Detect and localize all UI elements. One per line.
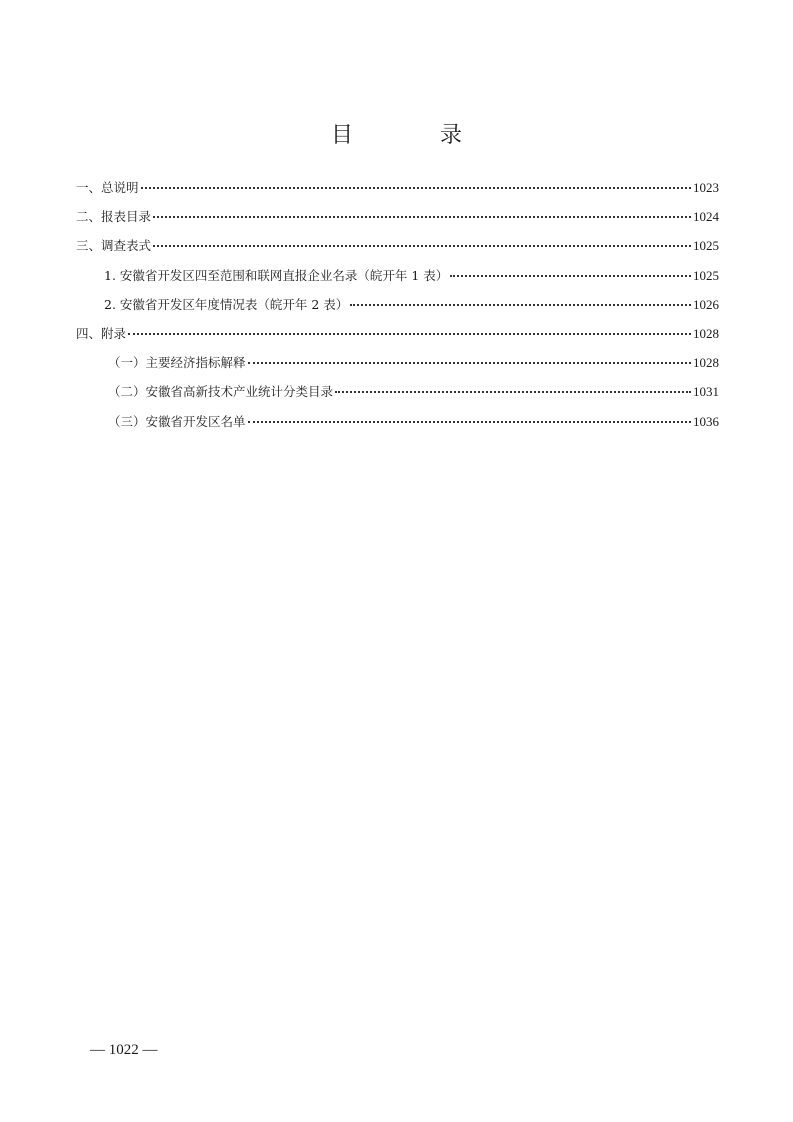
toc-entry-page: 1025 [693,267,719,283]
toc-entry-page: 1036 [693,413,719,429]
toc-entry-label: （三）安徽省开发区名单 [108,413,246,429]
dot-leader [128,333,691,335]
toc-subentry[interactable] [76,414,719,443]
toc-entry[interactable] [76,238,719,267]
toc-entry-label: 三、调查表式 [76,238,152,254]
dot-leader [248,362,691,364]
toc-entry-label: 1. 安徽省开发区四至范围和联网直报企业名录（皖开年 1 表） [104,267,449,283]
dot-leader [248,421,691,423]
toc-entry[interactable] [76,326,719,355]
dot-leader [153,216,691,218]
toc-subentry[interactable] [76,297,719,326]
toc-entry-page: 1024 [693,209,719,225]
toc-entry-label: （一）主要经济指标解释 [108,355,246,371]
toc-entry-page: 1028 [693,355,719,371]
toc-entry-label: 四、附录 [76,325,127,341]
toc-subentry[interactable] [76,355,719,384]
toc-entry-page: 1023 [693,180,719,195]
toc-entry-page: 1028 [693,325,719,341]
toc-entry[interactable] [76,209,719,238]
dot-leader [153,245,691,247]
page-title: 目 录 [331,123,502,148]
toc-subentry[interactable] [76,384,719,413]
toc-entry[interactable] [76,180,719,209]
dot-leader [335,391,691,393]
toc-entry-label: 一、总说明 [76,180,139,195]
table-of-contents [76,180,719,443]
dot-leader [450,275,691,277]
toc-entry-page: 1026 [693,296,719,312]
toc-entry-label: 二、报表目录 [76,209,152,225]
toc-entry-label: 2. 安徽省开发区年度情况表（皖开年 2 表） [104,296,349,312]
page-number: — 1022 — [90,1042,158,1058]
dot-leader [350,304,691,306]
toc-entry-page: 1025 [693,238,719,254]
toc-subentry[interactable] [76,268,719,297]
dot-leader [141,187,691,189]
toc-entry-page: 1031 [693,384,719,400]
toc-entry-label: （二）安徽省高新技术产业统计分类目录 [108,384,334,400]
